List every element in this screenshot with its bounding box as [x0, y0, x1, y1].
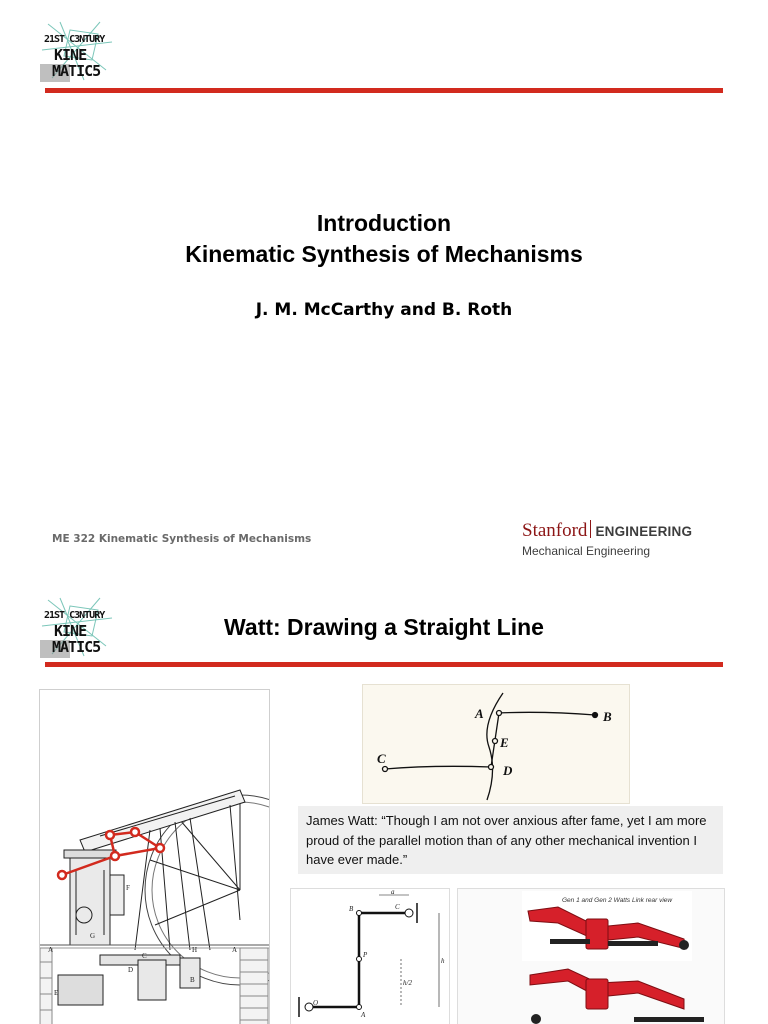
linkage-label-a: A — [475, 706, 484, 721]
diagram-label-a: A — [361, 1011, 366, 1019]
engine-label-f: F — [126, 884, 130, 892]
kinematics-logo — [40, 20, 114, 82]
engine-label-a2: A — [232, 946, 238, 954]
diagram-label-h2: h/2 — [403, 979, 412, 987]
authors: J. M. McCarthy and B. Roth — [255, 300, 513, 320]
engineering-wordmark: ENGINEERING — [595, 524, 693, 539]
car-caption: Gen 1 and Gen 2 Watts Link rear view — [562, 897, 673, 904]
watt-quote: James Watt: “Though I am not over anxious after fame, yet I am more proud of the parallel motion than of any other mechanical invention I have ever made.” — [298, 806, 723, 874]
linkage-label-e: E — [500, 735, 509, 750]
logo-line-1: 21ST C3NTURY — [44, 34, 105, 45]
logo-line-1: 21ST C3NTURY — [44, 610, 105, 621]
course-footer: ME 322 Kinematic Synthesis of Mechanisms — [52, 533, 312, 545]
engine-label-g: G — [90, 932, 96, 940]
engine-label-c: C — [142, 952, 147, 960]
engine-label-e: E — [54, 989, 59, 997]
watt-linkage-drawing — [363, 685, 630, 804]
steam-engine-drawing — [40, 690, 270, 1024]
department-name: Mechanical Engineering — [522, 544, 651, 558]
watt-linkage-sketch — [362, 684, 630, 804]
steam-engine-illustration — [39, 689, 270, 1024]
engine-label-b: B — [190, 976, 195, 984]
diagram-label-b: B — [349, 905, 354, 913]
linkage-label-c: C — [377, 751, 386, 766]
linkage-label-d: D — [503, 763, 513, 778]
logo-line-2: KINE — [54, 46, 87, 64]
header-rule — [45, 88, 723, 93]
slide-title — [0, 208, 768, 270]
logo-line-3: MATIC5 — [52, 62, 101, 80]
title-line-2: Kinematic Synthesis of Mechanisms — [185, 241, 583, 267]
diagram-label-h: h — [441, 957, 445, 965]
straight-line-drawing — [291, 889, 450, 1024]
stanford-engineering-logo — [522, 518, 722, 558]
diagram-label-c: C — [395, 903, 400, 911]
logo-line-2: KINE — [54, 622, 87, 640]
watt-slide — [0, 576, 768, 1024]
diagram-label-p: P — [363, 951, 368, 959]
engine-label-a: A — [48, 946, 54, 954]
engine-label-h: H — [192, 946, 198, 954]
header-rule — [45, 662, 723, 667]
slide-title: Watt: Drawing a Straight Line — [224, 614, 544, 640]
stanford-wordmark: Stanford — [522, 520, 588, 541]
diagram-label-top: a — [391, 889, 395, 896]
watts-link-photo — [457, 888, 725, 1024]
straight-line-diagram — [290, 888, 450, 1024]
diagram-label-o: O — [313, 999, 319, 1007]
logo-line-3: MATIC5 — [52, 638, 101, 656]
linkage-label-b: B — [603, 709, 612, 724]
title-line-1: Introduction — [316, 210, 452, 236]
engine-label-d: D — [128, 966, 134, 974]
watts-link-render — [458, 889, 725, 1024]
logo-divider — [590, 520, 591, 538]
